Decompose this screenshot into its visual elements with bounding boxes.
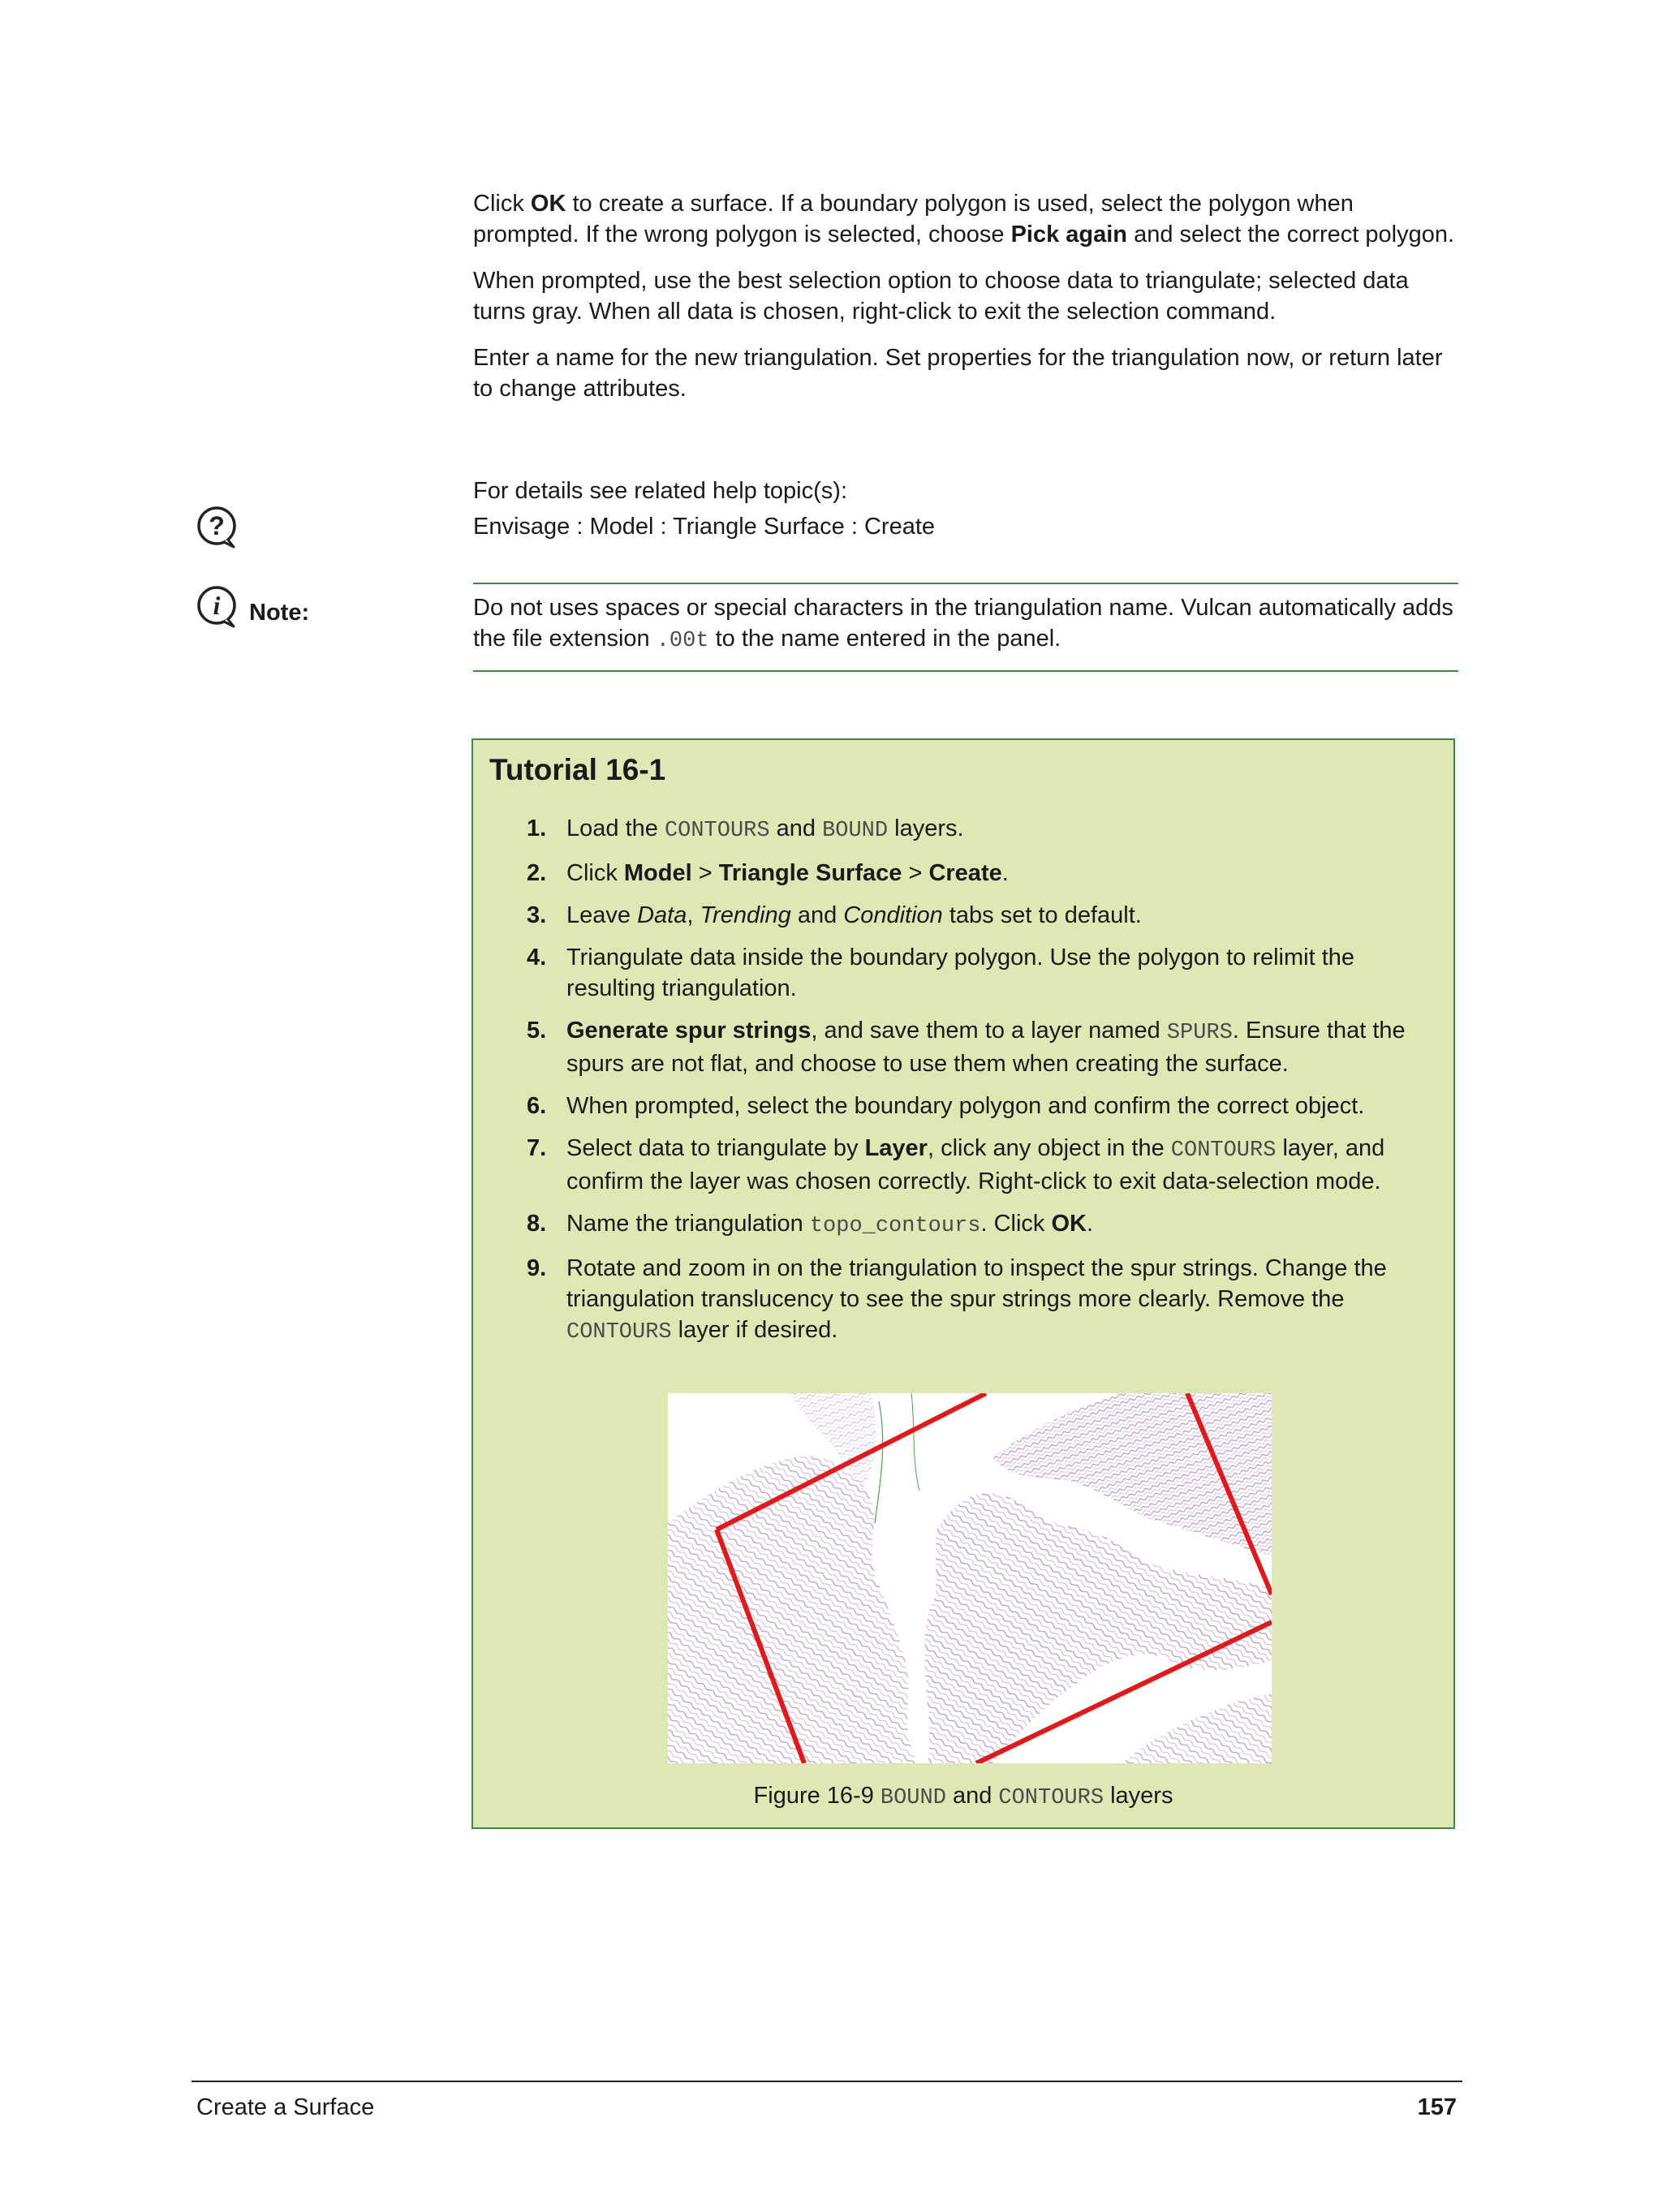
svg-text:i: i xyxy=(213,591,221,620)
tutorial-step: 7. Select data to triangulate by Layer, click any object in the CONTOURS layer, and confirm the layer was chosen correctly. Right-click to exit data-selection mode. xyxy=(527,1135,1385,1194)
intro-paragraph-1: Click OK to create a surface. If a boundary polygon is used, select the polygon when prompted. If the wrong polygon is selected, choose Pick again and select the correct polygon. xyxy=(473,191,1455,247)
tutorial-box xyxy=(471,738,1455,1829)
note-bottom-rule xyxy=(473,670,1458,672)
tutorial-step: 6. When prompted, select the boundary polygon and confirm the correct object. xyxy=(527,1093,1365,1119)
intro-paragraph-2: When prompted, use the best selection option to choose data to triangulate; selected data turns gray. When all data is chosen, right-click to exit the selection command. xyxy=(473,268,1409,325)
help-topic xyxy=(473,476,1458,542)
tutorial-step: 8. Name the triangulation topo_contours. Click OK. xyxy=(527,1211,1094,1238)
tutorial-steps xyxy=(527,813,1419,1359)
page-number: 157 xyxy=(1417,2094,1457,2120)
tutorial-title: Tutorial 16-1 xyxy=(489,753,666,786)
footer-chapter-title: Create a Surface xyxy=(196,2094,375,2120)
help-intro: For details see related help topic(s): xyxy=(473,478,847,504)
note-text: Do not uses spaces or special characters in the triangulation name. Vulcan automatically adds the file extension .00t to the name entered in the panel. xyxy=(473,595,1453,653)
help-icon xyxy=(195,505,240,554)
tutorial-step: 5. Generate spur strings, and save them to a layer named SPURS. Ensure that the spurs are not flat, and choose to use them when creating the surface. xyxy=(527,1018,1406,1077)
note-top-rule xyxy=(473,583,1458,584)
contour-map-image xyxy=(668,1393,1272,1763)
menu-model: Model xyxy=(623,860,692,886)
menu-triangle-surface: Triangle Surface xyxy=(718,860,902,886)
tutorial-step: 2. Click Model > Triangle Surface > Create. xyxy=(527,860,1009,886)
contour-figure xyxy=(668,1393,1272,1763)
figure-caption: Figure 16-9 BOUND and CONTOURS layers xyxy=(753,1783,1173,1810)
tutorial-step: 3. Leave Data, Trending and Condition tabs set to default. xyxy=(527,902,1142,928)
tutorial-step: 1. Load the CONTOURS and BOUND layers. xyxy=(527,816,964,843)
note-body xyxy=(473,592,1458,656)
note-icon xyxy=(195,584,240,634)
file-extension: .00t xyxy=(656,629,709,653)
svg-text:?: ? xyxy=(209,511,225,540)
intro-section xyxy=(473,188,1458,404)
menu-create: Create xyxy=(928,860,1002,886)
intro-paragraph-3: Enter a name for the new triangulation. Set properties for the triangulation now, or return later to change attributes. xyxy=(473,345,1443,402)
footer-rule xyxy=(192,2081,1462,2082)
note-label: Note: xyxy=(249,600,310,626)
help-topic-path[interactable]: Envisage : Model : Triangle Surface : Create xyxy=(473,514,936,540)
tutorial-step: 4. Triangulate data inside the boundary polygon. Use the polygon to relimit the resulting triangulation. xyxy=(527,945,1355,1001)
tutorial-step: 9. Rotate and zoom in on the triangulation to inspect the spur strings. Change the triangulation translucency to see the spur strings more clearly. Remove the CONTOURS layer if desired. xyxy=(527,1255,1387,1345)
